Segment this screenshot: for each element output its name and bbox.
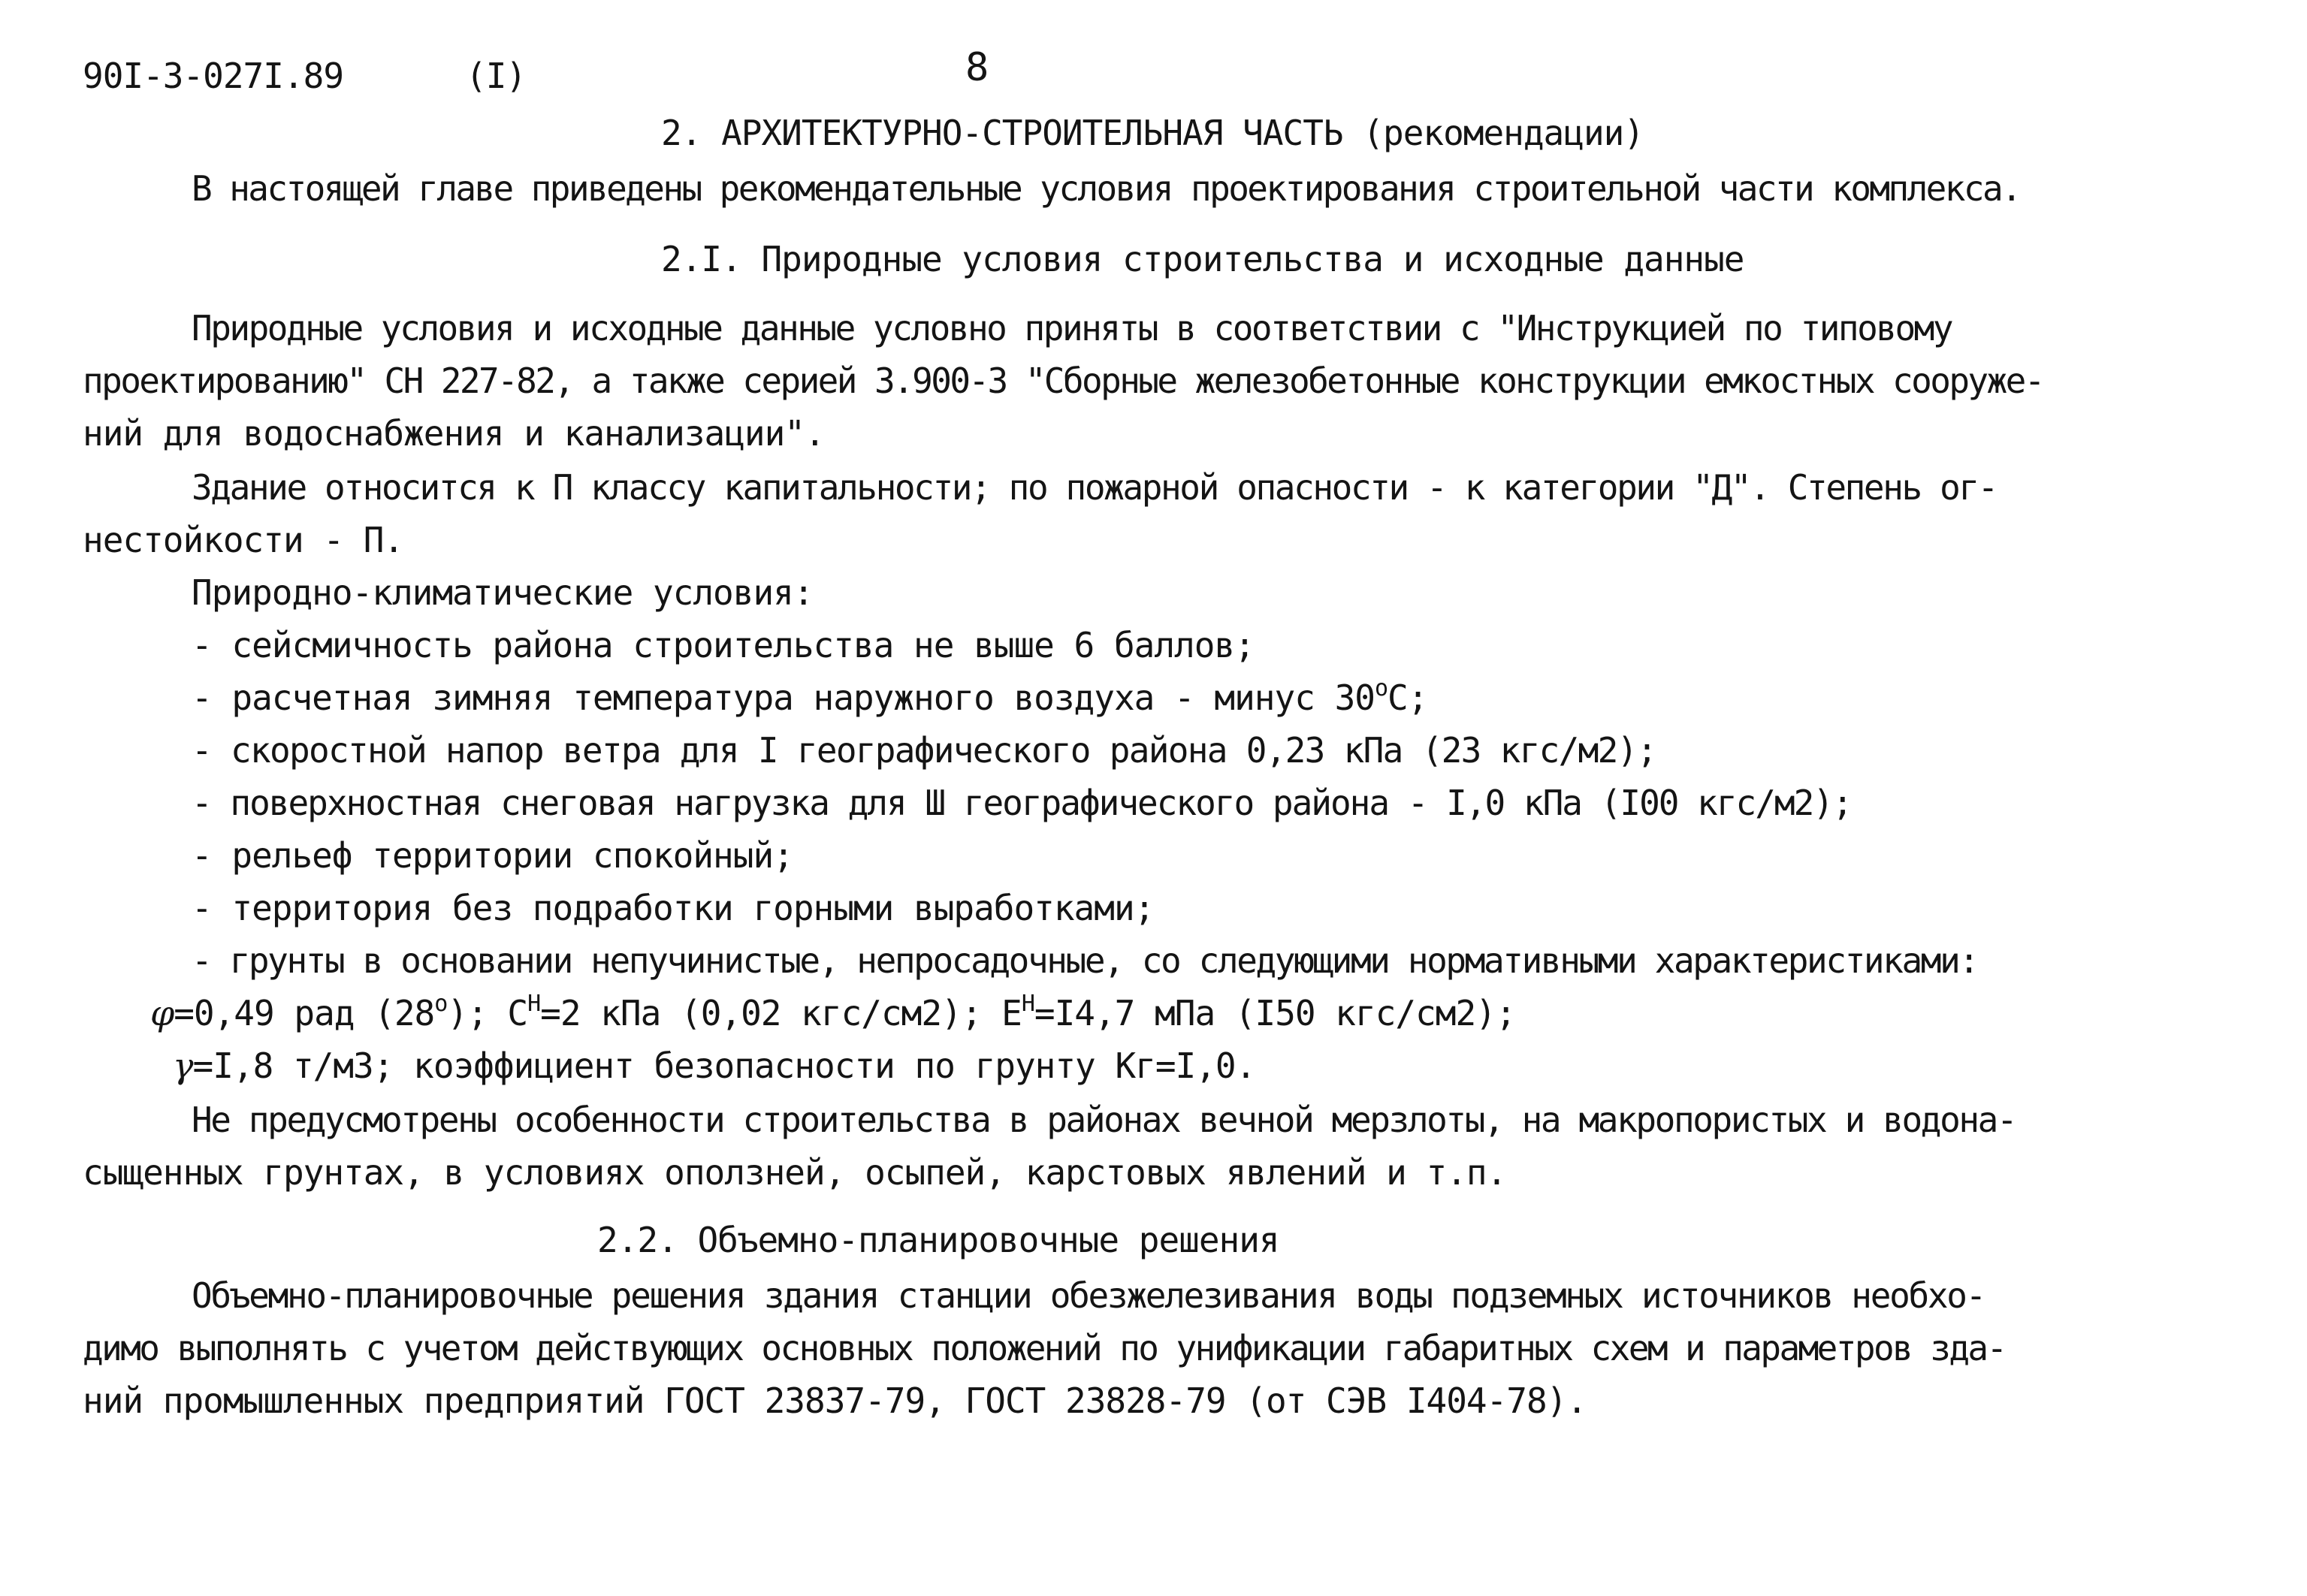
section-2-1-title: 2.I. Природные условия строительства и исходные данные [661,239,1744,279]
section-2-2-title: 2.2. Объемно-планировочные решения [597,1220,1279,1260]
condition-territory: - территория без подработки горными выработками; [192,888,1155,928]
section-2-2-line3: ний промышленных предприятий ГОСТ 23837-79, ГОСТ 23828-79 (от СЭВ I404-78). [83,1380,1587,1421]
condition-snow: - поверхностная снеговая нагрузка для Ш географического района - I,0 кПа (I00 кгс/м2); [192,783,1852,823]
gamma-symbol: γ [173,1045,193,1086]
sheet-mark: (I) [466,56,527,96]
para3-line1: Не предусмотрены особенности строительства в районах вечной мерзлоты, на макропористых и водона- [192,1100,2016,1140]
condition-relief: - рельеф территории спокойный; [192,835,793,876]
phi-symbol: φ [150,993,174,1033]
soil-characteristics-line1: φ=0,49 рад $(28^о)$; $С^Н=2$ кПа (0,02 кгс/см2); $Е^Н=I4,7$ мПа (I50 кгс/см2); [150,991,1516,1033]
para3-line2: сыщенных грунтах, в условиях оползней, осыпей, карстовых явлений и т.п. [83,1152,1507,1193]
section-2-2-line2: димо выполнять с учетом действующих основных положений по унификации габаритных схем и параметров зда- [83,1328,2006,1368]
section-2-title: 2. АРХИТЕКТУРНО-СТРОИТЕЛЬНАЯ ЧАСТЬ (рекомендации) [661,113,1644,153]
climate-intro: Природно-климатические условия: [192,572,814,613]
soil-characteristics-line2: γ=I,8 т/м3; коэффициент безопасности по грунту Кг=I,0. [173,1045,1256,1086]
para1-line3: ний для водоснабжения и канализации". [83,413,825,454]
condition-wind: - скоростной напор ветра для I географического района 0,23 кПа (23 кгс/м2); [192,730,1656,771]
para2-line1: Здание относится к П классу капитальности; по пожарной опасности - к категории "Д". Степень ог- [192,467,1997,508]
para2-line2: нестойкости - П. [83,520,404,560]
condition-temperature: - расчетная зимняя температура наружного воздуха - минус $30^оС$; [192,675,1428,718]
para1-line1: Природные условия и исходные данные условно приняты в соответствии с "Инструкцией по типовому [192,308,1952,348]
section-2-intro: В настоящей главе приведены рекомендательные условия проектирования строительной части комплекса. [192,168,2021,209]
document-code: 90I-3-027I.89 [83,56,344,96]
condition-seismic: - сейсмичность района строительства не выше 6 баллов; [192,625,1255,665]
para1-line2: проектированию" СН 227-82, а также серией 3.900-3 "Сборные железобетонные конструкции емкостных сооруже- [83,361,2043,401]
section-2-2-line1: Объемно-планировочные решения здания станции обезжелезивания воды подземных источников необхо- [192,1275,1985,1316]
condition-soils: - грунты в основании непучинистые, непросадочные, со следующими нормативными характеристиками: [192,940,1978,981]
page-number: 8 [965,45,989,90]
